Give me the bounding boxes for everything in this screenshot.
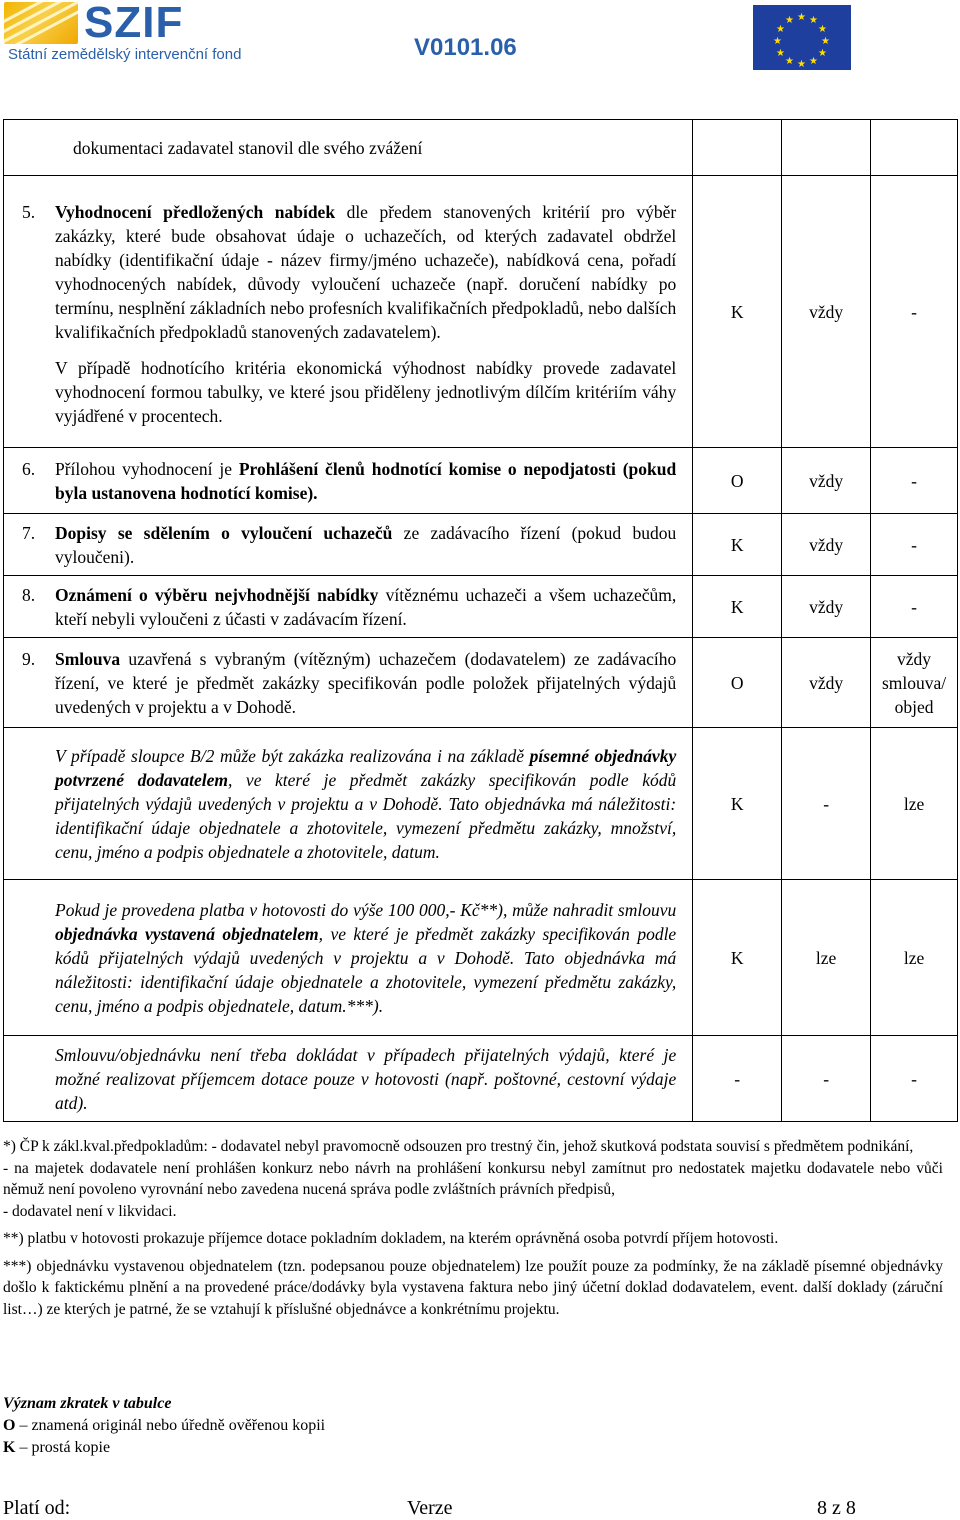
requirement: vždy bbox=[782, 176, 871, 448]
footnote-1: *) ČP k zákl.kval.předpokladům: - dodavatel nebyl pravomocně odsouzen pro trestný čin, jehož skutková podstata souvisí s předmětem podnikání, bbox=[3, 1138, 914, 1155]
page-header bbox=[0, 0, 960, 78]
legend-title: Význam zkratek v tabulce bbox=[3, 1395, 172, 1412]
footnote-2: **) platbu v hotovosti prokazuje příjemce dotace pokladním dokladem, na kterém oprávněná osoba potvrdí příjem hotovosti. bbox=[3, 1230, 779, 1247]
footnotes bbox=[3, 1136, 943, 1326]
logo-subtitle: Státní zemědělský intervenční fond bbox=[8, 46, 242, 63]
note: - bbox=[871, 176, 958, 448]
version-label: Verze bbox=[407, 1497, 453, 1519]
table-row: 9. Smlouva uzavřená s vybraným (vítězným) uchazečem (dodavatelem) ze zadávacího řízení, ve které je předmět zakázky specifikován podle položek přijatelných výdajů uvedených v projektu a v Dohodě. O vždy vždy smlouva/ objed bbox=[4, 638, 958, 728]
table-row bbox=[4, 176, 958, 448]
wheat-field-icon bbox=[4, 2, 78, 44]
table-row: V případě sloupce B/2 může být zakázka realizována i na základě písemné objednávky potvrzené dodavatelem, ve které je předmět zakázky specifikován podle kódů přijatelných výdajů uvedených v projektu a v Dohodě. Tato objednávka má náležitosti: identifikační údaje objednatele a zhotovitele, vymezení předmětu zakázky, množství, cenu, jméno a podpis objednatele a zhotovitele, datum. K - lze bbox=[4, 728, 958, 880]
logo-title: SZIF bbox=[84, 0, 184, 47]
valid-from-label: Platí od: bbox=[3, 1497, 71, 1519]
table-row: 6. Přílohou vyhodnocení je Prohlášení členů hodnotící komise o nepodjatosti (pokud byla ustanovena hodnotící komise). O vždy - bbox=[4, 448, 958, 514]
legend-item-k: K – prostá kopie bbox=[3, 1439, 111, 1456]
szif-logo bbox=[4, 2, 248, 66]
table-row bbox=[4, 120, 958, 176]
footnote-1-c: - dodavatel není v likvidaci. bbox=[3, 1202, 177, 1220]
table-row: 7. Dopisy se sdělením o vyloučení uchazečů ze zadávacího řízení (pokud budou vyloučeni). K vždy - bbox=[4, 514, 958, 576]
table-row: Pokud je provedena platba v hotovosti do výše 100 000,- Kč**), může nahradit smlouvu objednávka vystavená objednatelem, ve které je předmět zakázky specifikován podle kódů přijatelných výdajů uvedených v projektu a v Dohodě. Tato objednávka má náležitosti: identifikační údaje objednatele a zhotovitele, vymezení předmětu zakázky, cenu, jméno a podpis objednatele, datum.***). K lze lze bbox=[4, 880, 958, 1036]
row-text: dokumentaci zadavatel stanovil dle svého zvážení bbox=[4, 120, 693, 176]
table-row: 8. Oznámení o výběru nejvhodnější nabídky vítěznému uchazeči a všem uchazečům, kteří nebyli vyloučeni z účasti v zadávacím řízení. K vždy - bbox=[4, 576, 958, 638]
copy-type: K bbox=[693, 176, 782, 448]
footnote-1-b: - na majetek dodavatele není prohlášen konkurz nebo návrh na prohlášení konkursu nebyl zamítnut pro nedostatek majetku dodavatele nebo vůči němuž není povoleno vyrovnání nebo zavedena nucená správa podle zvláštních právních předpisů, bbox=[3, 1159, 943, 1198]
table-row: Smlouvu/objednávku není třeba dokládat v případech přijatelných výdajů, které je možné realizovat příjemcem dotace pouze v hotovosti (např. poštovné, cestovní výdaje atd). - - - bbox=[4, 1036, 958, 1122]
document-version: V0101.06 bbox=[414, 34, 517, 61]
page-number: 8 z 8 bbox=[817, 1497, 856, 1519]
legend-item-o: O – znamená originál nebo úředně ověřenou kopii bbox=[3, 1417, 326, 1434]
abbreviation-legend bbox=[3, 1393, 325, 1459]
footnote-3: ***) objednávku vystavenou objednatelem (tzn. podepsanou pouze objednatelem) lze použít pouze za podmínky, že na základě písemné objednávky došlo k faktickému plnění a na provedené práce/dodávky byla vystavena faktura nebo jiný účetní doklad dodavatelem, event. další doklady (záruční list…) ze kterých je patrné, že se vztahují k příslušné objednávce a konkrétnímu projektu. bbox=[3, 1257, 943, 1318]
row-text: 5. Vyhodnocení předložených nabídek dle předem stanovených kritérií pro výběr zakázky, které bude obsahovat údaje o uchazečích, od kterých zadavatel obdržel nabídky (identifikační údaje - název firmy/jméno uchazeče), nabídková cena, pořadí vyhodnocených nabídek, důvody vyloučení uchazeče (např. doručení nabídky po termínu, nesplnění základních nebo profesních kvalifikačních předpokladů, nebo dalších kvalifikačních předpokladů stanovených zadavatelem). V případě hodnotícího kritéria ekonomická výhodnost nabídky provede zadavatel vyhodnocení formou tabulky, ve které jsou přiděleny jednotlivým dílčím kritériím váhy vyjádřené v procentech. bbox=[4, 176, 693, 448]
document-checklist-table bbox=[3, 119, 958, 1122]
eu-flag-icon: ★ ★ ★ ★ ★ ★ ★ ★ ★ ★ ★ ★ bbox=[753, 5, 851, 70]
